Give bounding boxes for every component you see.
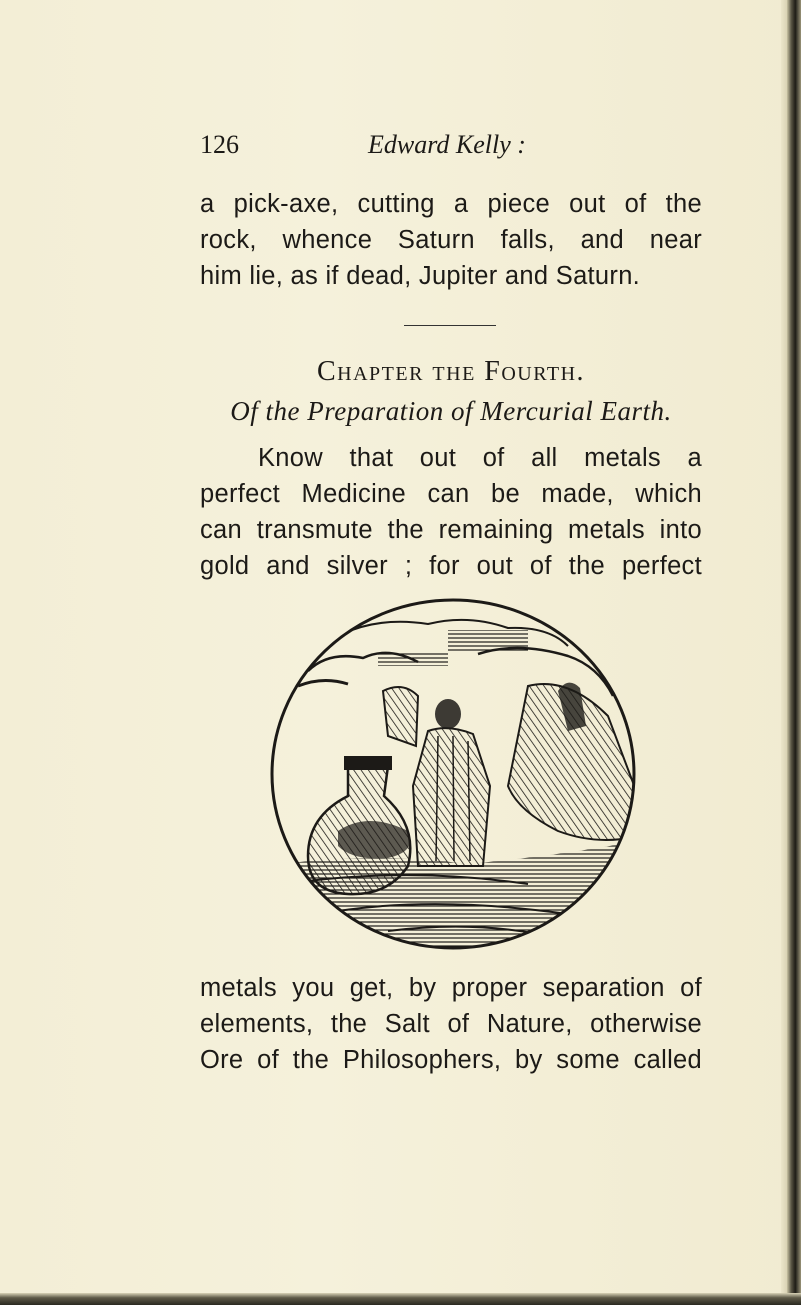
chapter-heading: Chapter the Fourth. xyxy=(316,356,586,387)
text-line: can transmute the remaining metals into xyxy=(200,516,702,544)
text-line: gold and silver ; for out of the perfect xyxy=(200,552,702,580)
text-line: Ore of the Philosophers, by some called xyxy=(200,1046,702,1074)
page-number: 126 xyxy=(200,130,239,159)
text-line: rock, whence Saturn falls, and near xyxy=(200,226,702,254)
text-line: Know that out of all metals a xyxy=(258,444,702,472)
running-title: Edward Kelly : xyxy=(368,130,526,159)
paragraph-1 xyxy=(200,186,702,294)
paragraph-2 xyxy=(200,440,702,584)
paragraph-3 xyxy=(200,970,702,1078)
section-divider xyxy=(404,325,496,326)
text-line: perfect Medicine can be made, which xyxy=(200,480,702,508)
text-line: a pick-axe, cutting a piece out of the xyxy=(200,190,702,218)
book-bottom-edge xyxy=(0,1293,801,1305)
chapter-subtitle: Of the Preparation of Mercurial Earth. xyxy=(230,396,672,426)
book-binding-edge xyxy=(787,0,801,1305)
text-line: elements, the Salt of Nature, otherwise xyxy=(200,1010,702,1038)
alchemical-engraving-icon xyxy=(268,596,638,951)
text-line: metals you get, by proper separation of xyxy=(200,974,702,1002)
text-line: him lie, as if dead, Jupiter and Saturn. xyxy=(200,262,641,290)
running-header xyxy=(200,130,700,170)
